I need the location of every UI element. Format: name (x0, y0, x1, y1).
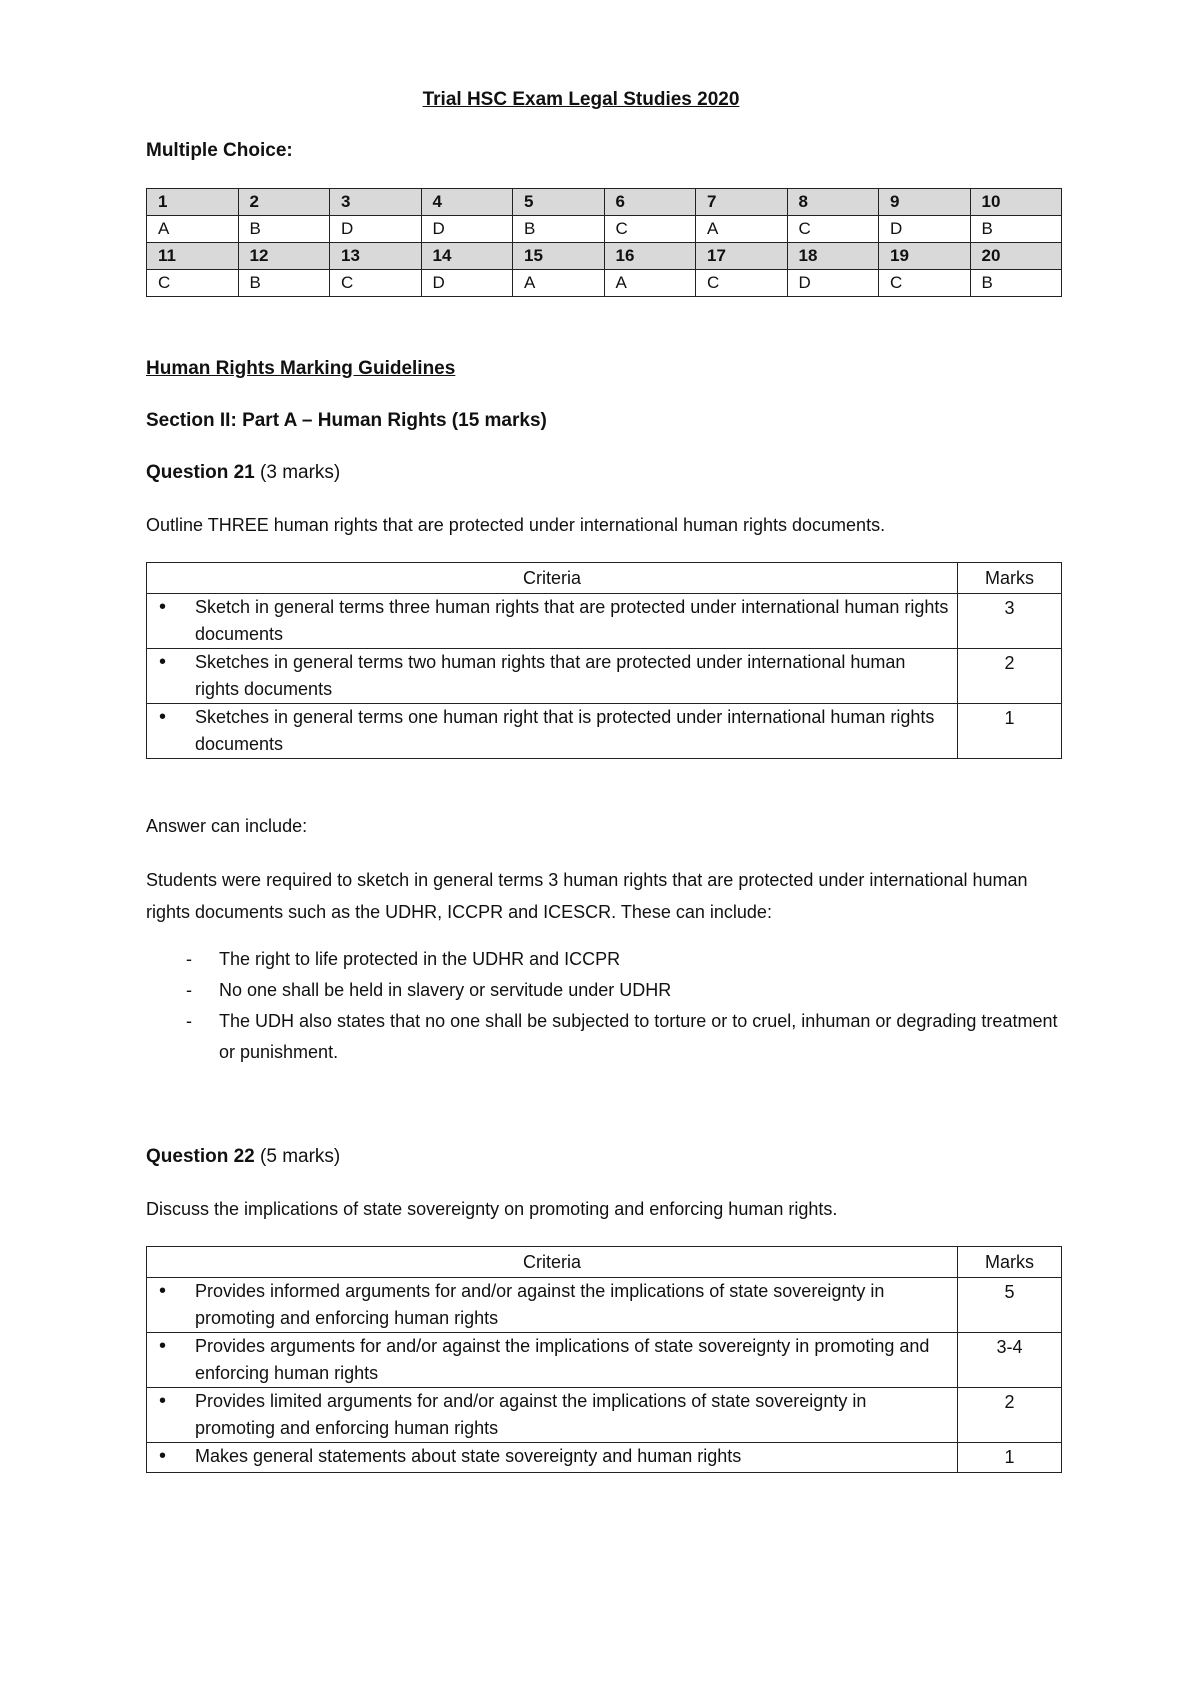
table-cell: 10 (970, 189, 1062, 216)
table-cell: D (879, 216, 971, 243)
table-cell: 5 (513, 189, 605, 216)
table-cell: A (696, 216, 788, 243)
criteria-row (147, 1443, 1062, 1473)
table-cell: 8 (787, 189, 879, 216)
question-number-row (147, 189, 1062, 216)
answer-row (147, 216, 1062, 243)
table-cell: B (238, 216, 330, 243)
section-heading: Section II: Part A – Human Rights (15 marks) (146, 410, 547, 431)
criteria-row (147, 594, 1062, 649)
table-cell: 2 (238, 189, 330, 216)
table-cell: C (787, 216, 879, 243)
table-cell: A (604, 270, 696, 297)
table-cell: B (970, 270, 1062, 297)
question-21-heading (146, 462, 1062, 484)
answer-points-list (146, 944, 1062, 1068)
table-cell: D (421, 216, 513, 243)
criteria-mark: 3 (958, 594, 1062, 649)
table-cell: C (696, 270, 788, 297)
criteria-text: • Sketches in general terms one human right that is protected under international human rights documents (147, 704, 958, 759)
question-22-heading (146, 1146, 1062, 1168)
table-cell: 18 (787, 243, 879, 270)
criteria-row (147, 1388, 1062, 1443)
question-22-prompt: Discuss the implications of state sovereignty on promoting and enforcing human rights. (146, 1199, 838, 1219)
criteria-mark: 3-4 (958, 1333, 1062, 1388)
table-cell: 3 (330, 189, 422, 216)
table-cell: B (238, 270, 330, 297)
question-21-prompt: Outline THREE human rights that are protected under international human rights documents. (146, 515, 886, 535)
criteria-text: • Provides informed arguments for and/or against the implications of state sovereignty in promoting and enforcing human rights (147, 1278, 958, 1333)
criteria-row (147, 704, 1062, 759)
criteria-mark: 1 (958, 704, 1062, 759)
table-cell: D (421, 270, 513, 297)
criteria-text: • Provides limited arguments for and/or against the implications of state sovereignty in promoting and enforcing human rights (147, 1388, 958, 1443)
criteria-text: • Makes general statements about state sovereignty and human rights (147, 1443, 958, 1473)
criteria-text: • Provides arguments for and/or against the implications of state sovereignty in promoting and enforcing human rights (147, 1333, 958, 1388)
table-cell: 16 (604, 243, 696, 270)
table-cell: 15 (513, 243, 605, 270)
marks-header: Marks (958, 1247, 1062, 1278)
question-marks: (3 marks) (260, 462, 341, 483)
marks-header: Marks (958, 563, 1062, 594)
table-cell: 14 (421, 243, 513, 270)
table-cell: D (787, 270, 879, 297)
criteria-mark: 1 (958, 1443, 1062, 1473)
criteria-row (147, 1333, 1062, 1388)
table-cell: 20 (970, 243, 1062, 270)
human-rights-heading: Human Rights Marking Guidelines (146, 358, 456, 379)
answer-intro: Students were required to sketch in general terms 3 human rights that are protected under international human rights documents such as the UDHR, ICCPR and ICESCR. These can include: (146, 870, 1028, 922)
criteria-header: Criteria (147, 1247, 958, 1278)
table-cell: A (147, 216, 239, 243)
table-cell: 13 (330, 243, 422, 270)
criteria-text: • Sketch in general terms three human rights that are protected under international human rights documents (147, 594, 958, 649)
document-title: Trial HSC Exam Legal Studies 2020 (422, 89, 740, 110)
question-marks: (5 marks) (260, 1146, 341, 1167)
table-cell: 1 (147, 189, 239, 216)
list-item: - The UDH also states that no one shall be subjected to torture or to cruel, inhuman or degrading treatment or punishment. (146, 1006, 1062, 1068)
table-cell: 6 (604, 189, 696, 216)
question-21-criteria-table (146, 562, 1062, 759)
answer-row (147, 270, 1062, 297)
table-cell: B (513, 216, 605, 243)
table-cell: C (147, 270, 239, 297)
question-22-criteria-table (146, 1246, 1062, 1473)
table-cell: 4 (421, 189, 513, 216)
criteria-row (147, 649, 1062, 704)
multiple-choice-heading: Multiple Choice: (146, 140, 293, 161)
multiple-choice-answer-table (146, 188, 1062, 297)
table-cell: 11 (147, 243, 239, 270)
table-cell: D (330, 216, 422, 243)
table-cell: 12 (238, 243, 330, 270)
table-cell: C (330, 270, 422, 297)
table-cell: 17 (696, 243, 788, 270)
table-cell: 9 (879, 189, 971, 216)
list-item: - No one shall be held in slavery or servitude under UDHR (146, 975, 1062, 1006)
table-cell: A (513, 270, 605, 297)
criteria-mark: 2 (958, 649, 1062, 704)
question-label: Question 21 (146, 462, 255, 483)
criteria-header: Criteria (147, 563, 958, 594)
table-cell: 19 (879, 243, 971, 270)
criteria-mark: 5 (958, 1278, 1062, 1333)
list-item: - The right to life protected in the UDHR and ICCPR (146, 944, 1062, 975)
answer-heading: Answer can include: (146, 816, 308, 836)
table-cell: B (970, 216, 1062, 243)
criteria-row (147, 1278, 1062, 1333)
table-cell: 7 (696, 189, 788, 216)
question-label: Question 22 (146, 1146, 255, 1167)
question-number-row (147, 243, 1062, 270)
table-cell: C (604, 216, 696, 243)
table-cell: C (879, 270, 971, 297)
criteria-text: • Sketches in general terms two human rights that are protected under international human rights documents (147, 649, 958, 704)
criteria-mark: 2 (958, 1388, 1062, 1443)
